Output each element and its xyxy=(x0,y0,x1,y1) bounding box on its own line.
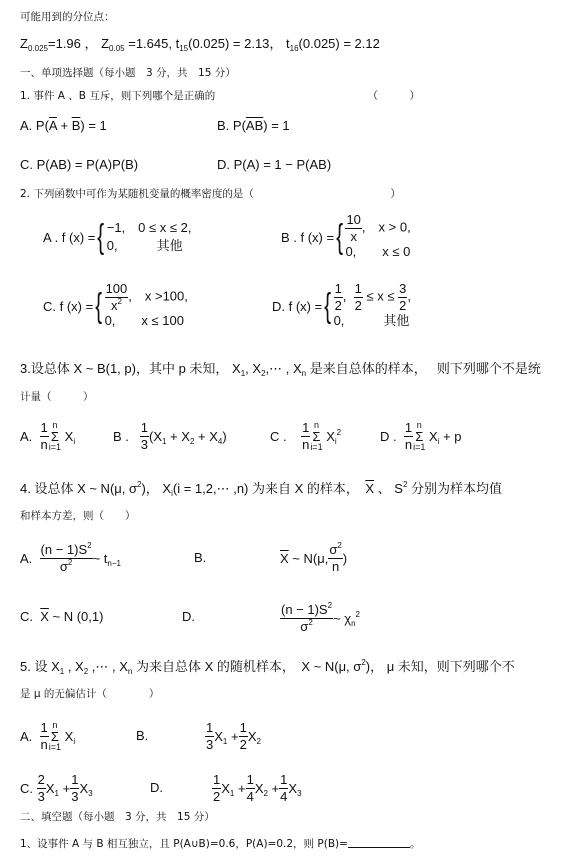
q2-a-cases xyxy=(107,219,192,254)
left-brace-icon: { xyxy=(324,287,332,325)
q2-a-case2: 0, 其他 xyxy=(106,238,183,253)
q4-stem: 4. 设总体 X ~ N(μ, $\sigma^2$)， $X_i(i$ = 1,2,⋯ ,n) 为来自 X 的样本， $\overline{X}$ 、 $S^2$ 分别为样本均值 xyxy=(20,480,503,498)
q4-option-b-label: B. xyxy=(194,550,207,565)
left-brace-icon: { xyxy=(336,218,344,256)
q4-option-d-label: D. xyxy=(182,609,195,624)
q5-stem: 5. 设 $X_1$ , $X_2$ ,⋯ , $X_n$ 为来自总体 X 的随机样本， X ~ N(μ, $\sigma^2$)， μ 未知，则下列哪个不 xyxy=(20,658,515,676)
q3-option-c: C . 1 n n Σ i=1 $X_i^2$ xyxy=(270,419,342,452)
q2-d-cases xyxy=(334,282,411,330)
q4-stem-2: 和样本方差，则（ ） xyxy=(20,510,136,522)
q2-b-cases xyxy=(345,213,410,261)
fill-q1-end: 。 xyxy=(409,838,421,850)
q3-stem: 3.设总体 X ~ B(1, p)，其中 p 未知， $X_1$, $X_2,\cdots$ , $X_n$ 是来自总体的样本， 则下列哪个不是统 xyxy=(20,361,541,378)
q2-c-case2: 0, x ≤ 100 xyxy=(104,313,184,329)
q5-stem-2: 是 μ 的无偏估计（ ） xyxy=(20,688,160,700)
q2-option-a xyxy=(43,212,191,262)
q2-a-label: A . f (x) = xyxy=(43,229,96,245)
q4-option-a: A. $(n - 1)S^2$ $\sigma^2$ ~ $t_{n-1}$ xyxy=(20,540,121,574)
q2-b-label: B . f (x) = xyxy=(281,229,335,245)
q4-option-d: $(n - 1)S^2$ $\sigma^2$ ~ $\chi_n^2$ xyxy=(281,600,360,634)
quantile-values: $Z_{0.025}=1.96$ ， $Z_{0.05} =1.645$, $t_{15}(0.025) = 2.13$， $t_{16}(0.025) = 2.12$ xyxy=(20,36,380,53)
q2-b-case1: $\frac{10}{x}$ , x > 0, xyxy=(346,212,411,244)
q5-option-d: 1 2 $X_1$ + $\frac{1}{4}$ $X_2$ + $\frac{1}{4}$ $X_3$ xyxy=(213,771,302,804)
q3-option-a: A. 1 n n Σ i=1 $X_i$ xyxy=(20,419,76,452)
q3-option-b: B . 1 3 $(X_1 + X_2 + X_4)$ xyxy=(113,419,227,452)
q2-d-case1: $\frac{1}{2}$ , $\frac{1}{2}$ ≤ x ≤ $\frac{3}{2}$ , xyxy=(334,281,411,313)
q1-option-a: A. $P(\overline{A} + \overline{B}) = 1$ xyxy=(20,118,107,133)
q5-option-a: A. 1 n n Σ i=1 $X_i$ xyxy=(20,719,76,752)
q2-option-b xyxy=(281,210,411,264)
q3-option-d: D . 1 n n Σ i=1 $X_i + p$ xyxy=(380,419,462,452)
quantile-title: 可能用到的分位点： xyxy=(20,11,115,23)
q4-option-c: C. $\overline{X}$ ~ N (0,1) xyxy=(20,609,104,624)
section2-heading: 二、填空题（每小题 3 分，共 15 分） xyxy=(20,811,215,823)
q3-stem-2: 计量（ ） xyxy=(20,391,94,403)
q1-stem: 1. 事件 A 、B 互斥，则下列哪个是正确的 （ ） xyxy=(20,90,421,102)
q2-d-case2: 0, 其他 xyxy=(333,313,410,329)
q2-c-cases xyxy=(105,282,188,330)
q5-option-b: 1 3 $X_1$ + $\frac{1}{2}$ $X_2$ xyxy=(206,719,261,752)
left-brace-icon: { xyxy=(97,218,105,256)
q5-option-b-label: B. xyxy=(136,728,149,743)
q4-option-b: $\overline{X}$ ~ N(μ, $\sigma^2$ n ) xyxy=(280,540,348,574)
q5-option-d-label: D. xyxy=(150,780,163,795)
q2-c-case1: $\frac{100}{x^2}$ , x >100, xyxy=(105,281,188,313)
left-brace-icon: { xyxy=(95,287,103,325)
q2-option-d xyxy=(272,278,411,334)
q1-option-d: D. P(A) = 1 − P(AB) xyxy=(217,157,332,172)
q1-option-c: C. P(AB) = P(A)P(B) xyxy=(20,157,139,172)
q2-a-case1: −1, 0 ≤ x ≤ 2, xyxy=(106,220,192,236)
q2-stem: 2. 下列函数中可作为某随机变量的概率密度的是（ ） xyxy=(20,188,401,200)
q2-d-label: D. f (x) = xyxy=(272,298,323,314)
answer-blank[interactable] xyxy=(348,836,410,848)
q5-option-c: C. 2 3 $X_1$ + $\frac{1}{3}$ $X_3$ xyxy=(20,771,93,804)
fill-q1 xyxy=(20,836,420,850)
q2-option-c xyxy=(43,278,188,334)
fill-q1-stem: 1、设事件 A 与 B 相互独立，且 P(A∪B)=0.6，P(A)=0.2，则 P(B)= xyxy=(20,838,348,850)
q2-c-label: C. f (x) = xyxy=(43,298,94,314)
section1-heading: 一、单项选择题（每小题 3 分，共 15 分） xyxy=(20,67,236,79)
q1-option-b: B. $P(\overline{AB}) = 1$ xyxy=(217,118,290,133)
q2-b-case2: 0, x ≤ 0 xyxy=(345,244,411,260)
